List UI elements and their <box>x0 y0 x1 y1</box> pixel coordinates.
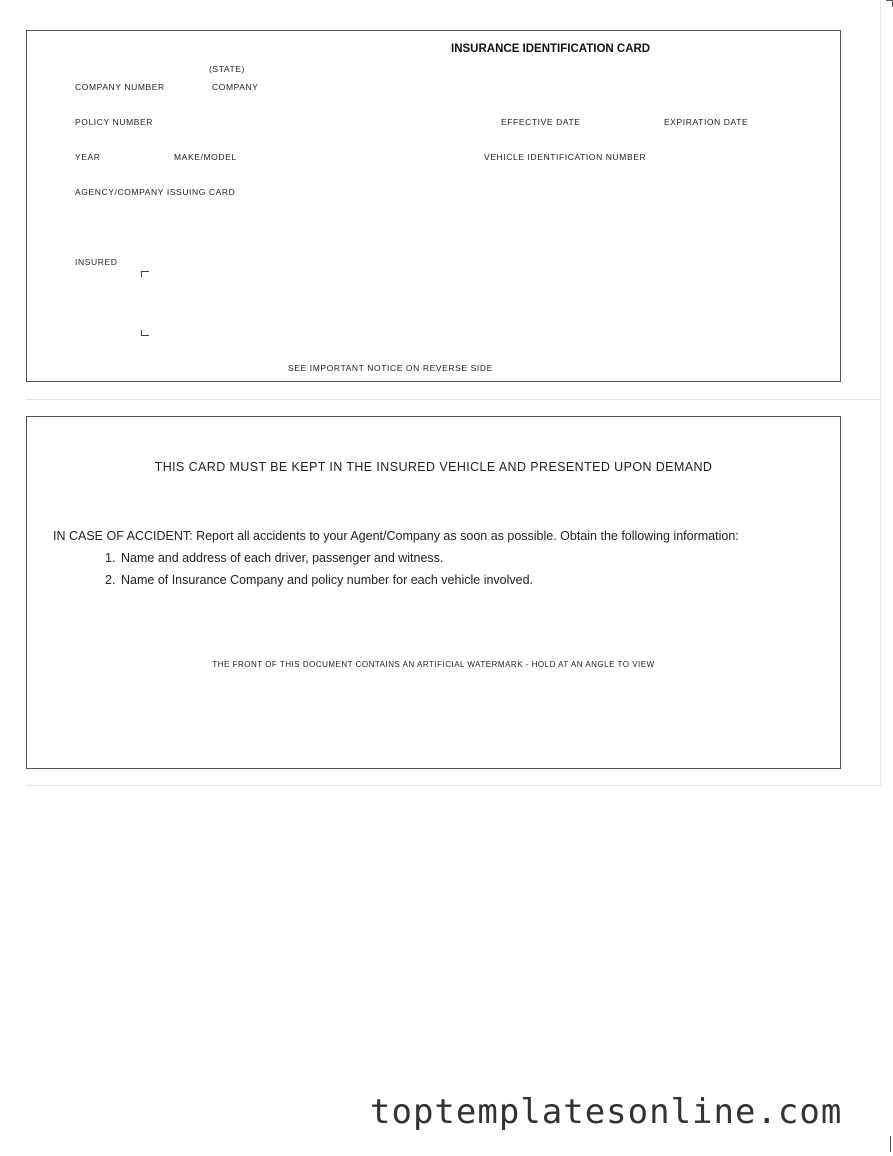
policy-number-label: POLICY NUMBER <box>75 117 154 127</box>
reverse-side-notice: SEE IMPORTANT NOTICE ON REVERSE SIDE <box>288 363 493 373</box>
address-bracket-top <box>141 271 149 277</box>
company-number-label: COMPANY NUMBER <box>75 82 165 92</box>
vin-label: VEHICLE IDENTIFICATION NUMBER <box>484 152 647 162</box>
insurance-card-front <box>26 30 841 382</box>
state-label: (STATE) <box>209 64 245 74</box>
year-label: YEAR <box>75 152 101 162</box>
crop-mark-top <box>886 0 893 7</box>
make-model-label: MAKE/MODEL <box>174 152 237 162</box>
accident-instructions: IN CASE OF ACCIDENT: Report all accidents to your Agent/Company as soon as possible. Obtain the following information: <box>53 529 739 543</box>
accident-info-list <box>105 551 533 595</box>
insured-label: INSURED <box>75 257 118 267</box>
address-bracket-bottom <box>141 330 149 336</box>
list-item-number: 2. <box>105 573 116 587</box>
effective-date-label: EFFECTIVE DATE <box>501 117 581 127</box>
card-title: INSURANCE IDENTIFICATION CARD <box>451 43 651 55</box>
keep-card-notice: THIS CARD MUST BE KEPT IN THE INSURED VEHICLE AND PRESENTED UPON DEMAND <box>154 460 713 474</box>
list-item-number: 1. <box>105 551 116 565</box>
list-item <box>105 551 533 573</box>
card-separator <box>26 785 881 786</box>
list-item <box>105 573 533 595</box>
list-item-text: Name and address of each driver, passenger and witness. <box>121 551 444 565</box>
page-edge-line <box>880 400 881 785</box>
agency-label: AGENCY/COMPANY ISSUING CARD <box>75 187 236 197</box>
page-edge-line <box>880 0 881 400</box>
site-watermark: toptemplatesonline.com <box>370 1092 843 1132</box>
list-item-text: Name of Insurance Company and policy number for each vehicle involved. <box>121 573 534 587</box>
crop-mark-bottom <box>890 1136 891 1152</box>
insurance-card-back <box>26 416 841 769</box>
expiration-date-label: EXPIRATION DATE <box>664 117 749 127</box>
watermark-notice: THE FRONT OF THIS DOCUMENT CONTAINS AN ARTIFICIAL WATERMARK - HOLD AT AN ANGLE TO VIEW <box>212 660 655 669</box>
card-separator <box>26 399 881 400</box>
company-label: COMPANY <box>212 82 259 92</box>
